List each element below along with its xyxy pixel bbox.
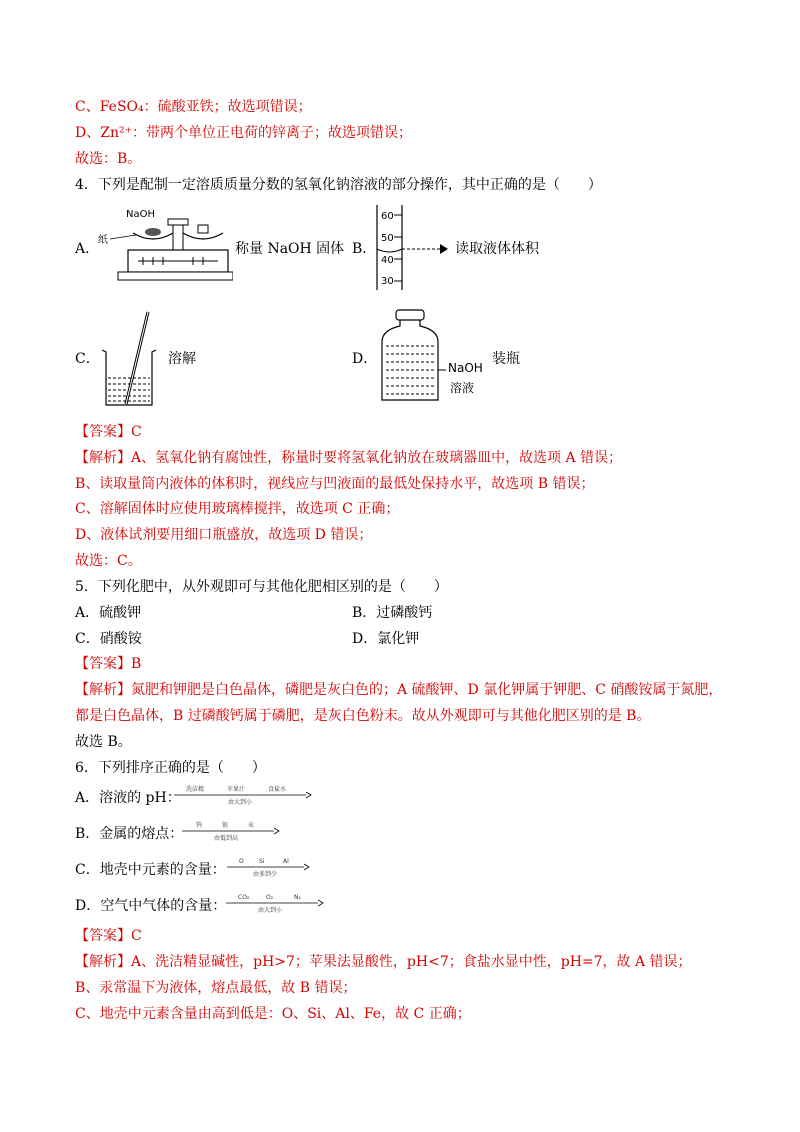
cylinder-tick-40: 40 bbox=[381, 255, 394, 266]
q5-option-c: C．硝酸铵 bbox=[75, 631, 142, 647]
q5-explanation-2: 都是白色晶体，B 过磷酸钙属于磷肥，是灰白色粉末。故从外观即可与其他化肥区别的是 B。 bbox=[75, 708, 651, 724]
balance-naoh-label: NaOH bbox=[126, 209, 155, 220]
svg-text:汞: 汞 bbox=[248, 822, 255, 829]
svg-text:银: 银 bbox=[222, 822, 229, 829]
q6-option-d-scale bbox=[224, 891, 324, 917]
svg-text:O₂: O₂ bbox=[266, 894, 274, 901]
q5-option-b: B．过磷酸钙 bbox=[352, 605, 433, 621]
q4-answer: 【答案】C bbox=[75, 424, 142, 440]
q4-explanation-1: 【解析】A、氢氧化钠有腐蚀性，称量时要将氢氧化钠放在玻璃器皿中，故选项 A 错误； bbox=[75, 450, 623, 466]
prev-option-d-explanation: D、Zn²⁺：带两个单位正电荷的锌离子；故选项错误； bbox=[75, 125, 412, 141]
q5-option-d: D．氯化钾 bbox=[352, 631, 420, 647]
q6-answer: 【答案】C bbox=[75, 928, 142, 944]
q6-stem: 6．下列排序正确的是（ ） bbox=[75, 760, 266, 776]
q4-explanation-2: B、读取量筒内液体的体积时，视线应与凹液面的最低处保持水平，故选项 B 错误； bbox=[75, 476, 595, 492]
q4-option-d-text: 装瓶 bbox=[492, 351, 520, 367]
svg-text:由低到高: 由低到高 bbox=[214, 835, 239, 842]
beaker-figure bbox=[98, 310, 163, 410]
cylinder-tick-30: 30 bbox=[381, 276, 394, 287]
q6-option-c-scale bbox=[225, 855, 310, 881]
svg-text:CO₂: CO₂ bbox=[238, 894, 250, 901]
cylinder-tick-50: 50 bbox=[381, 233, 394, 244]
svg-text:由大到小: 由大到小 bbox=[228, 799, 253, 806]
bottle-figure bbox=[378, 308, 488, 408]
svg-text:O: O bbox=[239, 858, 244, 865]
q4-conclusion: 故选：C。 bbox=[75, 553, 142, 569]
q4-option-b-text: 读取液体体积 bbox=[455, 241, 539, 257]
q6-option-d-text: D．空气中气体的含量： bbox=[75, 898, 227, 914]
q4-stem: 4．下列是配制一定溶质质量分数的氢氧化钠溶液的部分操作，其中正确的是（ ） bbox=[75, 177, 602, 193]
q5-answer: 【答案】B bbox=[75, 656, 142, 672]
q4-option-c-text: 溶解 bbox=[168, 351, 196, 367]
q6-option-b-text: B．金属的熔点： bbox=[75, 826, 184, 842]
svg-text:钨: 钨 bbox=[196, 822, 203, 829]
cylinder-tick-60: 60 bbox=[381, 211, 394, 222]
q6-option-a-scale bbox=[172, 783, 312, 809]
svg-text:洗洁精: 洗洁精 bbox=[186, 786, 205, 793]
svg-text:N₂: N₂ bbox=[294, 894, 301, 901]
q6-explanation-3: C、地壳中元素含量由高到低是：O、Si、Al、Fe，故 C 正确； bbox=[75, 1006, 471, 1022]
q6-option-a-text: A．溶液的 pH： bbox=[75, 790, 181, 806]
q4-option-b-label: B． bbox=[352, 241, 377, 257]
svg-text:由大到小: 由大到小 bbox=[258, 907, 283, 914]
balance-figure bbox=[98, 205, 233, 285]
bottle-label-naoh: NaOH bbox=[448, 361, 483, 375]
q6-option-b-scale bbox=[180, 819, 280, 845]
svg-text:食盐水: 食盐水 bbox=[268, 786, 287, 793]
bottle-label-solution: 溶液 bbox=[450, 381, 475, 395]
q5-option-a: A．硫酸钾 bbox=[75, 605, 142, 621]
q6-explanation-1: 【解析】A、洗洁精显碱性，pH>7；苹果法显酸性，pH<7；食盐水显中性，pH=7，故 A 错误； bbox=[75, 954, 692, 970]
prev-option-c-explanation: C、FeSO₄：硫酸亚铁；故选项错误； bbox=[75, 99, 312, 115]
svg-text:由多到少: 由多到少 bbox=[253, 871, 278, 878]
q4-explanation-4: D、液体试剂要用细口瓶盛放，故选项 D 错误； bbox=[75, 527, 373, 543]
svg-text:苹果汁: 苹果汁 bbox=[227, 786, 246, 793]
q6-explanation-2: B、汞常温下为液体，熔点最低，故 B 错误； bbox=[75, 980, 357, 996]
q4-option-a-label: A． bbox=[75, 241, 100, 257]
svg-text:Si: Si bbox=[259, 858, 265, 865]
q6-option-c-text: C．地壳中元素的含量： bbox=[75, 862, 226, 878]
q5-conclusion: 故选 B。 bbox=[75, 734, 132, 750]
q5-stem: 5．下列化肥中，从外观即可与其他化肥相区别的是（ ） bbox=[75, 579, 448, 595]
cylinder-figure bbox=[372, 205, 452, 290]
prev-conclusion: 故选：B。 bbox=[75, 151, 142, 167]
balance-paper-label: 纸 bbox=[98, 235, 108, 246]
q4-option-a-text: 称量 NaOH 固体 bbox=[235, 241, 345, 257]
svg-text:Al: Al bbox=[283, 858, 289, 865]
q4-option-c-label: C． bbox=[75, 351, 100, 367]
q4-explanation-3: C、溶解固体时应使用玻璃棒搅拌，故选项 C 正确； bbox=[75, 501, 400, 517]
q5-explanation-1: 【解析】氮肥和钾肥是白色晶体，磷肥是灰白色的；A 硫酸钾、D 氯化钾属于钾肥、C 硝酸铵属于氮肥， bbox=[75, 682, 723, 698]
q4-option-d-label: D． bbox=[352, 351, 378, 367]
